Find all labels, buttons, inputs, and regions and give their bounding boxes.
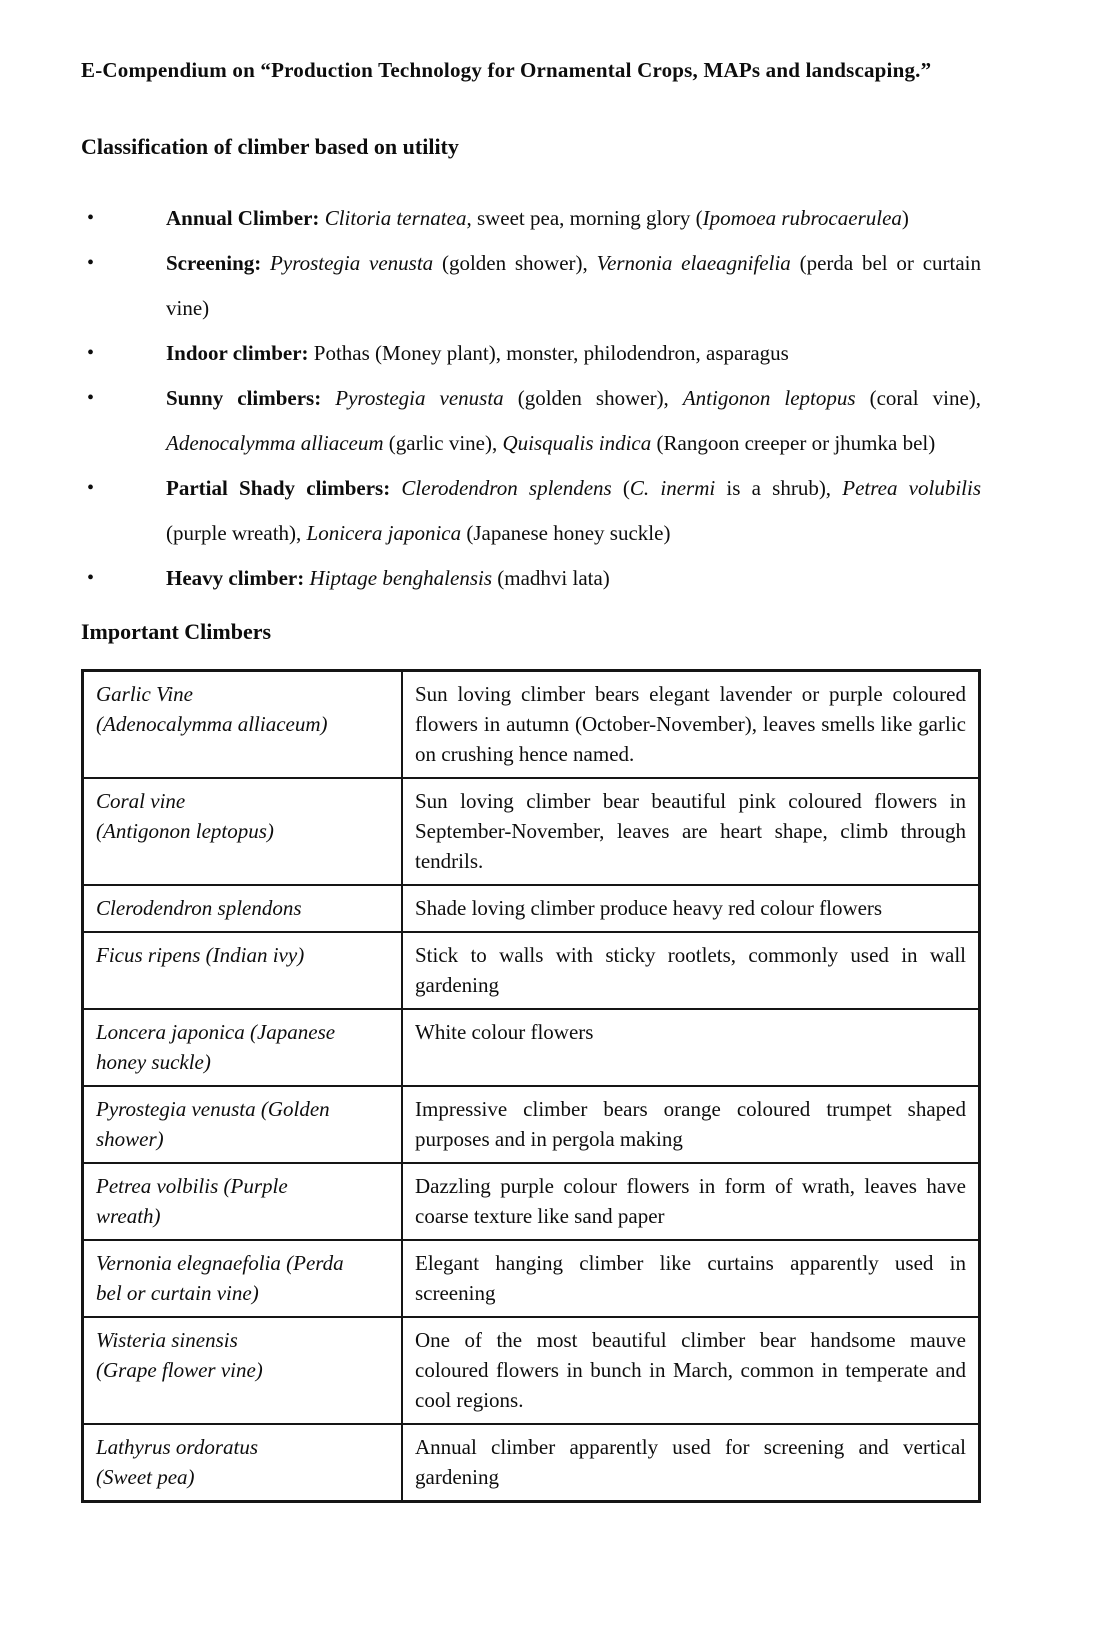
bullet-plain-text: , sweet pea, morning glory (	[466, 206, 703, 230]
bullet-item	[81, 556, 981, 601]
climber-name-cell	[83, 1240, 403, 1317]
botanical-name: Ipomoea rubrocaerulea	[702, 206, 902, 230]
bullet-plain-text: Pothas (Money plant), monster, philodendron, asparagus	[313, 341, 789, 365]
botanical-name: Petrea volubilis	[842, 476, 981, 500]
climbers-table-body	[83, 671, 980, 1502]
botanical-name: Quisqualis indica	[502, 431, 652, 455]
bullet-plain-text: (garlic vine),	[383, 431, 503, 455]
section-title-classification: Classification of climber based on utility	[81, 134, 459, 159]
climber-name-line: honey suckle)	[96, 1050, 211, 1074]
climber-description-cell: Sun loving climber bears elegant lavender or purple coloured flowers in autumn (October-November), leaves smells like garlic on crushing hence named.	[402, 671, 980, 779]
table-row	[83, 1086, 980, 1163]
botanical-name: Clitoria ternatea	[324, 206, 467, 230]
bullet-plain-text: (perda bel or curtain vine)	[166, 251, 981, 320]
climber-name-cell	[83, 1317, 403, 1424]
climber-name-line: Clerodendron splendons	[96, 896, 302, 920]
climber-name-line: Ficus ripens (Indian ivy)	[96, 943, 305, 967]
climber-description-cell: Shade loving climber produce heavy red colour flowers	[402, 885, 980, 932]
table-row	[83, 1163, 980, 1240]
climber-description-cell: Impressive climber bears orange coloured trumpet shaped purposes and in pergola making	[402, 1086, 980, 1163]
botanical-name: Pyrostegia venusta	[270, 251, 434, 275]
bullet-plain-text: (Rangoon creeper or jhumka bel)	[651, 431, 936, 455]
bullet-text	[166, 196, 981, 241]
bullet-plain-text: (Japanese honey suckle)	[461, 521, 671, 545]
bullet-category-label: Sunny climbers:	[166, 386, 336, 410]
bullet-text	[166, 331, 981, 376]
climber-name-line: Garlic Vine	[96, 682, 194, 706]
table-row	[83, 671, 980, 779]
climber-name-line: shower)	[96, 1127, 164, 1151]
botanical-name: Pyrostegia venusta	[335, 386, 504, 410]
climber-name-cell	[83, 1086, 403, 1163]
botanical-name: C. inermi	[629, 476, 716, 500]
bullet-dot-icon: •	[87, 252, 95, 274]
bullet-item	[81, 241, 981, 331]
botanical-name: Hiptage benghalensis	[309, 566, 493, 590]
bullet-dot-icon: •	[87, 567, 95, 589]
botanical-name: Lonicera japonica	[306, 521, 462, 545]
bullet-item	[81, 466, 981, 556]
bullet-plain-text: (golden shower),	[433, 251, 597, 275]
climber-description-cell: One of the most beautiful climber bear handsome mauve coloured flowers in bunch in March, common in temperate and cool regions.	[402, 1317, 980, 1424]
bullet-plain-text: (golden shower),	[503, 386, 683, 410]
climber-name-line: (Sweet pea)	[96, 1465, 195, 1489]
table-row	[83, 885, 980, 932]
bullet-dot-icon: •	[87, 342, 95, 364]
bullet-item	[81, 196, 981, 241]
section-title-important-climbers: Important Climbers	[81, 619, 272, 644]
climber-name-line: Loncera japonica (Japanese	[96, 1020, 336, 1044]
bullet-plain-text: (	[611, 476, 630, 500]
botanical-name: Adenocalymma alliaceum	[166, 431, 384, 455]
climber-name-line: Pyrostegia venusta (Golden	[96, 1097, 330, 1121]
climber-name-cell	[83, 885, 403, 932]
climber-name-line: Coral vine	[96, 789, 186, 813]
bullet-plain-text: (coral vine),	[855, 386, 982, 410]
bullet-dot-icon: •	[87, 207, 95, 229]
table-row	[83, 932, 980, 1009]
climber-name-line: wreath)	[96, 1204, 161, 1228]
bullet-text	[166, 466, 981, 556]
table-row	[83, 1424, 980, 1502]
climber-name-line: Petrea volbilis (Purple	[96, 1174, 288, 1198]
climber-description-cell: Stick to walls with sticky rootlets, commonly used in wall gardening	[402, 932, 980, 1009]
climber-name-cell	[83, 778, 403, 885]
bullet-plain-text: )	[901, 206, 909, 230]
climber-name-line: bel or curtain vine)	[96, 1281, 259, 1305]
bullet-item	[81, 376, 981, 466]
bullet-plain-text: (madhvi lata)	[492, 566, 610, 590]
bullet-text	[166, 376, 981, 466]
climber-name-line: Vernonia elegnaefolia (Perda	[96, 1251, 344, 1275]
botanical-name: Clerodendron splendens	[401, 476, 612, 500]
climber-name-cell	[83, 1163, 403, 1240]
bullet-item	[81, 331, 981, 376]
climber-name-cell	[83, 1009, 403, 1086]
table-row	[83, 1009, 980, 1086]
bullet-plain-text: is a shrub),	[715, 476, 843, 500]
bullet-category-label: Screening:	[166, 251, 271, 275]
climber-description-cell: Annual climber apparently used for screening and vertical gardening	[402, 1424, 980, 1502]
bullet-plain-text: (purple wreath),	[166, 521, 307, 545]
botanical-name: Antigonon leptopus	[682, 386, 856, 410]
bullet-dot-icon: •	[87, 477, 95, 499]
climber-name-cell	[83, 671, 403, 779]
climbers-table	[81, 669, 981, 1503]
climber-name-line: (Adenocalymma alliaceum)	[96, 712, 328, 736]
climber-description-cell: Elegant hanging climber like curtains apparently used in screening	[402, 1240, 980, 1317]
table-row	[83, 1317, 980, 1424]
bullet-category-label: Heavy climber:	[166, 566, 310, 590]
climber-name-line: (Grape flower vine)	[96, 1358, 263, 1382]
climber-name-line: Lathyrus ordoratus	[96, 1435, 259, 1459]
table-row	[83, 778, 980, 885]
bullet-text	[166, 556, 981, 601]
bullet-dot-icon: •	[87, 387, 95, 409]
climber-name-cell	[83, 932, 403, 1009]
climber-description-cell: White colour flowers	[402, 1009, 980, 1086]
climber-name-line: (Antigonon leptopus)	[96, 819, 274, 843]
climber-description-cell: Sun loving climber bear beautiful pink coloured flowers in September-November, leaves are heart shape, climb through tendrils.	[402, 778, 980, 885]
bullet-category-label: Partial Shady climbers:	[166, 476, 402, 500]
climber-description-cell: Dazzling purple colour flowers in form of wrath, leaves have coarse texture like sand paper	[402, 1163, 980, 1240]
page-header: E-Compendium on “Production Technology for Ornamental Crops, MAPs and landscaping.”	[81, 58, 932, 82]
table-row	[83, 1240, 980, 1317]
classification-list	[81, 196, 981, 601]
climber-name-cell	[83, 1424, 403, 1502]
botanical-name: Vernonia elaeagnifelia	[596, 251, 791, 275]
bullet-category-label: Annual Climber:	[166, 206, 325, 230]
bullet-category-label: Indoor climber:	[166, 341, 314, 365]
climber-name-line: Wisteria sinensis	[96, 1328, 238, 1352]
bullet-text	[166, 241, 981, 331]
